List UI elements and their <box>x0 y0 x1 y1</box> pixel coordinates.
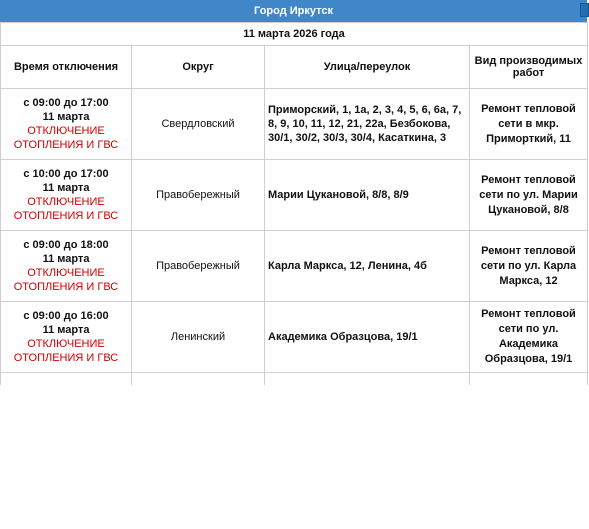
empty-cell <box>1 373 132 386</box>
time-cell <box>1 231 132 302</box>
outage-note-line1: ОТКЛЮЧЕНИЕ <box>27 125 105 137</box>
outage-note-line1: ОТКЛЮЧЕНИЕ <box>27 338 105 350</box>
outage-note-line2: ОТОПЛЕНИЯ И ГВС <box>13 281 119 293</box>
time-cell <box>1 302 132 373</box>
time-range: с 09:00 до 18:00 <box>23 239 109 251</box>
time-date: 11 марта <box>42 253 90 265</box>
outage-note-line1: ОТКЛЮЧЕНИЕ <box>27 267 105 279</box>
time-date: 11 марта <box>42 182 90 194</box>
outage-note-line1: ОТКЛЮЧЕНИЕ <box>27 196 105 208</box>
empty-cell <box>470 373 588 386</box>
scroll-indicator[interactable] <box>580 3 589 17</box>
time-cell <box>1 160 132 231</box>
city-title: Город Иркутск <box>254 5 333 17</box>
street-cell: Карла Маркса, 12, Ленина, 4б <box>265 231 470 302</box>
col-header-time: Время отключения <box>1 46 132 89</box>
table-row-partial <box>1 373 588 386</box>
street-cell: Академика Образцова, 19/1 <box>265 302 470 373</box>
table-row <box>1 89 588 160</box>
street-cell: Марии Цукановой, 8/8, 8/9 <box>265 160 470 231</box>
empty-cell <box>132 373 265 386</box>
work-cell: Ремонт тепловой сети по ул. Марии Цукановой, 8/8 <box>470 160 588 231</box>
time-range: с 09:00 до 16:00 <box>23 310 109 322</box>
outage-note-line2: ОТОПЛЕНИЯ И ГВС <box>13 210 119 222</box>
outage-note-line2: ОТОПЛЕНИЯ И ГВС <box>13 352 119 364</box>
col-header-work: Вид производимых работ <box>470 46 588 89</box>
col-header-street: Улица/переулок <box>265 46 470 89</box>
outage-note-line2: ОТОПЛЕНИЯ И ГВС <box>13 139 119 151</box>
work-cell: Ремонт тепловой сети по ул. Карла Маркса, 12 <box>470 231 588 302</box>
table-row <box>1 160 588 231</box>
time-date: 11 марта <box>42 324 90 336</box>
date-row <box>1 23 588 46</box>
outage-table <box>0 22 588 385</box>
city-header <box>0 0 587 22</box>
work-cell: Ремонт тепловой сети по ул. Академика Образцова, 19/1 <box>470 302 588 373</box>
okrug-cell: Правобережный <box>132 231 265 302</box>
table-row <box>1 231 588 302</box>
time-range: с 10:00 до 17:00 <box>23 168 109 180</box>
street-cell: Приморский, 1, 1а, 2, 3, 4, 5, 6, 6а, 7, 8, 9, 10, 11, 12, 21, 22а, Безбокова, 30/1, 30/2, 30/3, 30/4, Касаткина, 3 <box>265 89 470 160</box>
time-range: с 09:00 до 17:00 <box>23 97 109 109</box>
time-date: 11 марта <box>42 111 90 123</box>
col-header-okrug: Округ <box>132 46 265 89</box>
okrug-cell: Ленинский <box>132 302 265 373</box>
time-cell <box>1 89 132 160</box>
okrug-cell: Свердловский <box>132 89 265 160</box>
schedule-date: 11 марта 2026 года <box>1 23 588 46</box>
empty-cell <box>265 373 470 386</box>
okrug-cell: Правобережный <box>132 160 265 231</box>
table-row <box>1 302 588 373</box>
work-cell: Ремонт тепловой сети в мкр. Приморткий, 11 <box>470 89 588 160</box>
column-headers <box>1 46 588 89</box>
